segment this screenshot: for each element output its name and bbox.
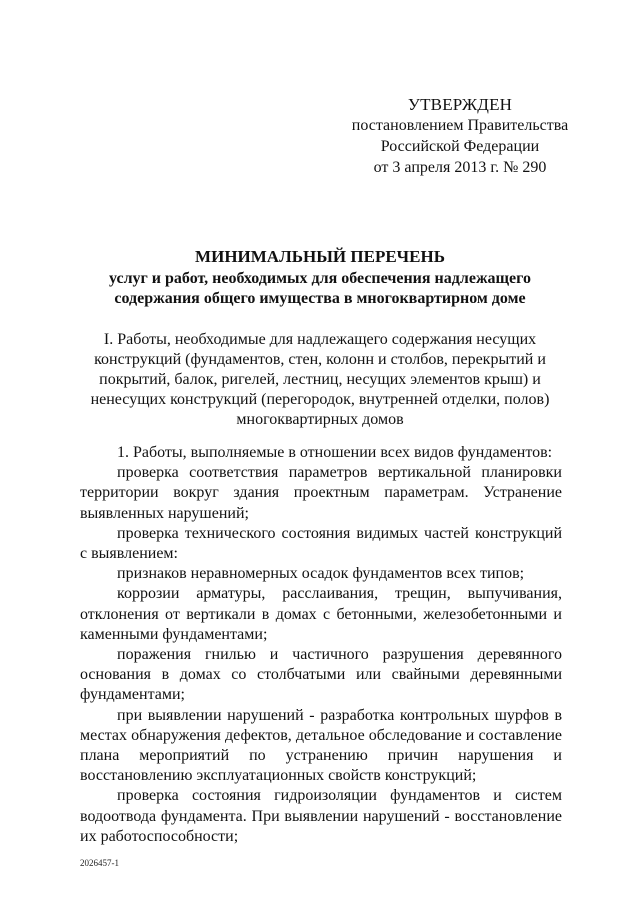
paragraph-1: 1. Работы, выполняемые в отношении всех видов фундаментов: <box>117 444 553 461</box>
document-subtitle: услуг и работ, необходимых для обеспечения надлежащего содержания общего имущества в многоквартирном доме <box>108 270 532 307</box>
section-heading: I. Работы, необходимые для надлежащего содержания несущих конструкций (фундаментов, стен, колонн и столбов, перекрытий и покрытий, балок, ригелей, лестниц, несущих элементов крыш) и ненесущих конструкций (перегородок, внутренней отделки, полов) многоквартирных домов <box>90 331 550 428</box>
document-code: 2026457-1 <box>80 858 119 868</box>
paragraph-4: признаков неравномерных осадок фундаментов всех типов; <box>117 565 525 583</box>
document-title: МИНИМАЛЬНЫЙ ПЕРЕЧЕНЬ <box>195 247 445 266</box>
approval-line-1: постановлением Правительства <box>351 117 569 134</box>
paragraph-7: при выявлении нарушений - разработка контрольных шурфов в местах обнаружения дефектов, детальное обследование и составление плана мероприятий по устранению причин нарушения и восстановлению эксплуатационных свойств конструкций; <box>80 706 562 785</box>
paragraph-5: коррозии арматуры, расслаивания, трещин, выпучивания, отклонения от вертикали в домах с бетонными, железобетонными и каменными фундаментами; <box>80 585 562 643</box>
paragraph-2: проверка соответствия параметров вертикальной планировки территории вокруг здания проектным параметрам. Устранение выявленных нарушений; <box>80 464 562 522</box>
document-body <box>80 443 562 847</box>
approval-line-2: Российской Федерации <box>380 138 540 155</box>
approval-line-3: от 3 апреля 2013 г. № 290 <box>373 159 547 176</box>
paragraph-6: поражения гнилью и частичного разрушения деревянного основания в домах со столбчатыми или свайными деревянными фундаментами; <box>80 646 562 704</box>
approval-heading: УТВЕРЖДЕН <box>407 95 513 114</box>
paragraph-3: проверка технического состояния видимых частей конструкций с выявлением: <box>80 524 562 563</box>
approval-stamp <box>340 94 580 178</box>
paragraph-8: проверка состояния гидроизоляции фундаментов и систем водоотвода фундамента. При выявлении нарушений - восстановление их работоспособности; <box>80 787 562 845</box>
